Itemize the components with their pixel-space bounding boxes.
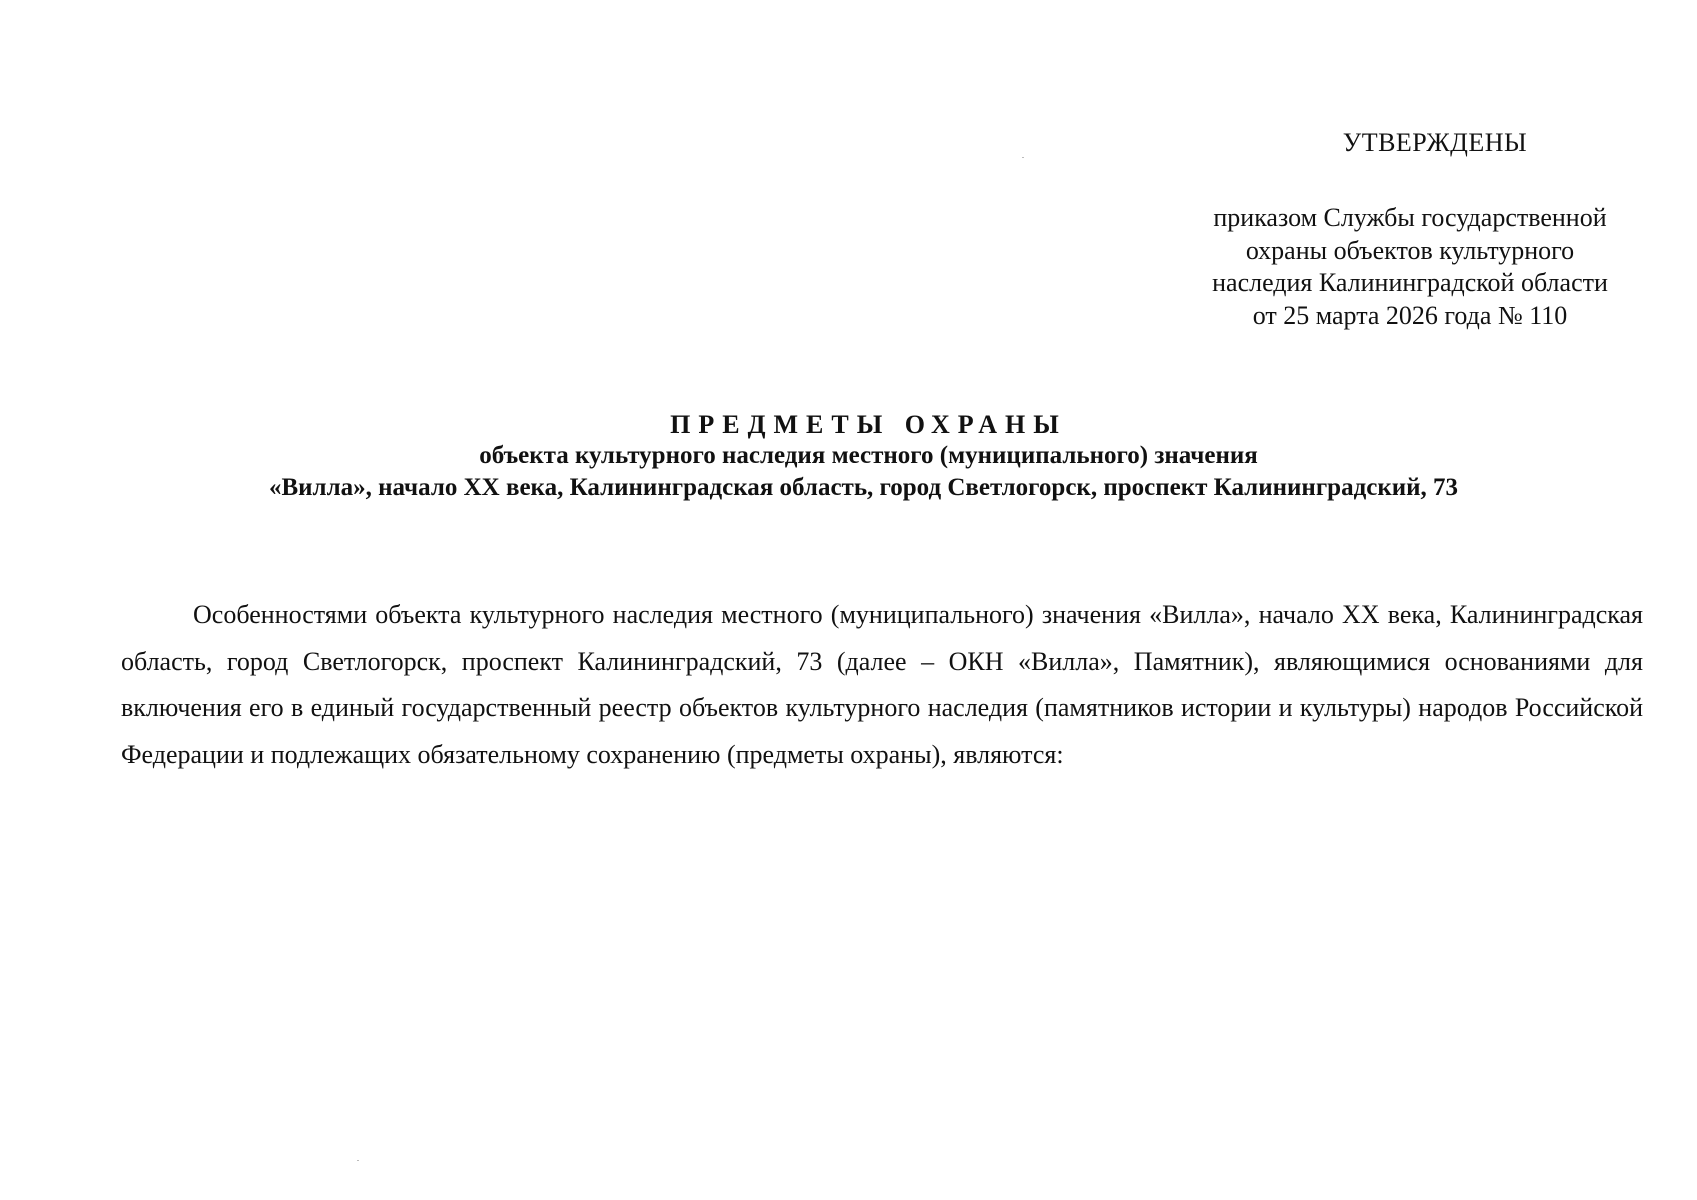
approved-label: УТВЕРЖДЕНЫ — [1342, 128, 1528, 157]
approval-block — [1150, 128, 1670, 332]
body-paragraph: Особенностями объекта культурного наследия местного (муниципального) значения «Вилла», начало XX века, Калининградская область, город Светлогорск, проспект Калининградский, 73 (далее – ОКН «Вилла», Памятник), являющимися основаниями для включения его в единый государственный реестр объектов культурного наследия (памятников истории и культуры) народов Российской Федерации и подлежащих обязательному сохранению (предметы охраны), являются: — [121, 600, 1643, 769]
approval-line: приказом Службы государственной — [1213, 203, 1607, 232]
approval-order-date-number: от 25 марта 2026 года № 110 — [1252, 300, 1568, 330]
approval-order-reference — [1150, 202, 1670, 332]
document-title: ПРЕДМЕТЫ ОХРАНЫ — [670, 410, 1067, 439]
document-subtitle: объекта культурного наследия местного (муниципального) значения — [479, 442, 1258, 469]
approval-line: охраны объектов культурного — [1245, 235, 1575, 265]
scan-speck — [1022, 157, 1024, 158]
approval-line: наследия Калининградской области — [1212, 268, 1608, 297]
document-title-block — [0, 410, 1697, 504]
scan-speck — [357, 1160, 359, 1161]
object-name-address: «Вилла», начало XX века, Калининградская область, город Светлогорск, проспект Калининградский, 73 — [268, 474, 1459, 501]
